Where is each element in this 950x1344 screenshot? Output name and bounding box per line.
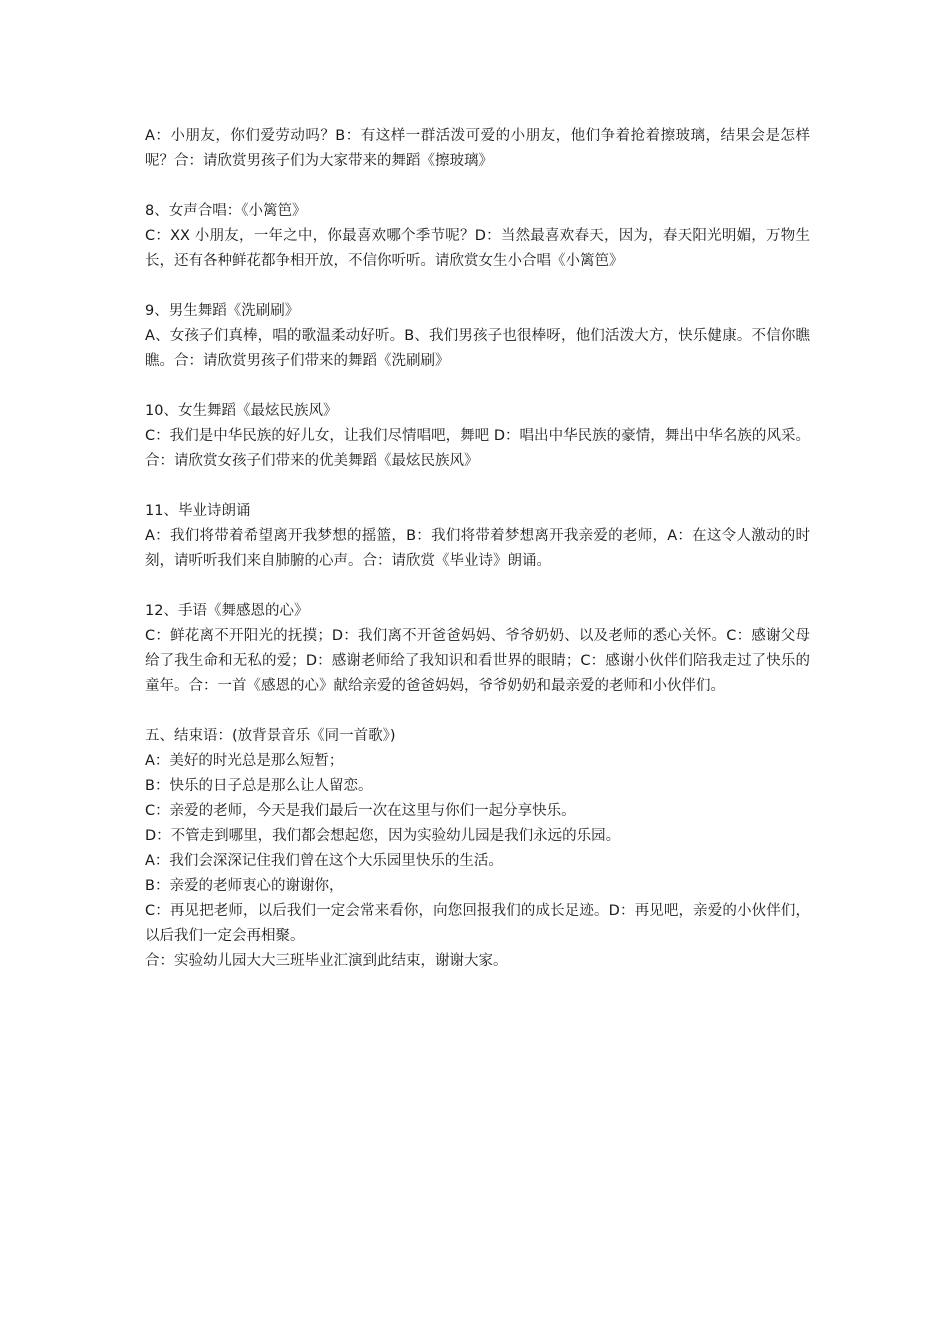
section-heading: 五、结束语：(放背景音乐《同一首歌》) [145,728,396,744]
paragraph: C：XX 小朋友，一年之中，你最喜欢哪个季节呢？D：当然最喜欢春天，因为，春天阳光明媚，万物生长，还有各种鲜花都争相开放，不信你听听。请欣赏女生小合唱《小篱笆》 [145,228,810,269]
paragraph: A：小朋友，你们爱劳动吗？B：有这样一群活泼可爱的小朋友，他们争着抢着擦玻璃，结果会是怎样呢？合：请欣赏男孩子们为大家带来的舞蹈《擦玻璃》 [145,128,810,169]
closing-line: B：亲爱的老师衷心的谢谢你， [145,878,344,894]
section-heading: 11、毕业诗朗诵 [145,503,251,519]
section-heading: 8、女声合唱：《小篱笆》 [145,203,307,219]
document-page [145,124,810,974]
closing-line: A：我们会深深记住我们曾在这个大乐园里快乐的生活。 [145,853,503,869]
section-cleaning-glass [145,124,810,174]
closing-line: C：亲爱的老师，今天是我们最后一次在这里与你们一起分享快乐。 [145,803,576,819]
section-heading: 10、女生舞蹈《最炫民族风》 [145,403,338,419]
closing-line: A：美好的时光总是那么短暂； [145,753,344,769]
paragraph: C：鲜花离不开阳光的抚摸；D：我们离不开爸爸妈妈、爷爷奶奶、以及老师的悉心关怀。C：感谢父母给了我生命和无私的爱；D：感谢老师给了我知识和看世界的眼睛；C：感谢小伙伴们陪我走过了快乐的童年。合：一首《感恩的心》献给亲爱的爸爸妈妈，爷爷奶奶和最亲爱的老师和小伙伴们。 [145,628,810,694]
section-10 [145,399,810,474]
closing-line: B：快乐的日子总是那么让人留恋。 [145,778,373,794]
section-heading: 12、手语《舞感恩的心》 [145,603,309,619]
section-9 [145,299,810,374]
section-11 [145,499,810,574]
paragraph: A：我们将带着希望离开我梦想的摇篮，B：我们将带着梦想离开我亲爱的老师，A：在这令人激动的时刻，请听听我们来自肺腑的心声。合：请欣赏《毕业诗》朗诵。 [145,528,810,569]
section-closing [145,724,810,974]
closing-line: 合：实验幼儿园大大三班毕业汇演到此结束，谢谢大家。 [145,953,508,969]
section-8 [145,199,810,274]
closing-line: C：再见把老师，以后我们一定会常来看你，向您回报我们的成长足迹。D：再见吧，亲爱的小伙伴们，以后我们一定会再相聚。 [145,903,810,944]
section-heading: 9、男生舞蹈《洗刷刷》 [145,303,300,319]
paragraph: A、女孩子们真棒，唱的歌温柔动好听。B、我们男孩子也很棒呀，他们活泼大方，快乐健康。不信你瞧瞧。合：请欣赏男孩子们带来的舞蹈《洗刷刷》 [145,328,810,369]
paragraph: C：我们是中华民族的好儿女，让我们尽情唱吧，舞吧 D：唱出中华民族的豪情，舞出中华名族的风采。合：请欣赏女孩子们带来的优美舞蹈《最炫民族风》 [145,428,810,469]
section-12 [145,599,810,699]
closing-line: D：不管走到哪里，我们都会想起您，因为实验幼儿园是我们永远的乐园。 [145,828,621,844]
